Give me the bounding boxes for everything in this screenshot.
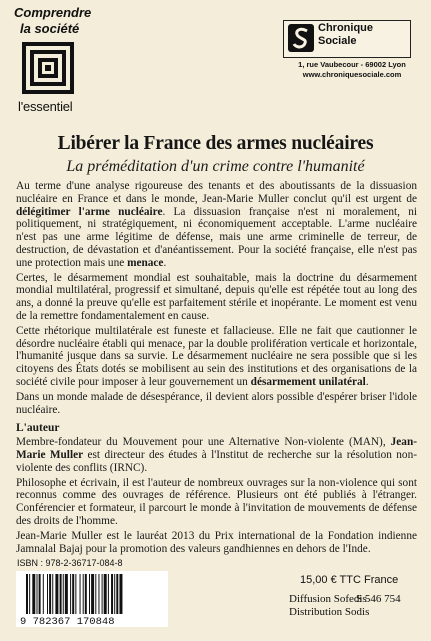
summary-paragraph-2: Certes, le désarmement mondial est souhaitable, mais la doctrine du désarmement mondial multilatéral, progressif et simultané, depuis qu'elle est répétée tout au long des ans, a donné la preuve qu'elle est parfaitement stérile et inopérante. Le moment est venu de la remettre fondamentalement en cause. — [16, 271, 417, 322]
barcode-bar — [114, 574, 115, 614]
barcode-bar — [49, 574, 51, 614]
barcode-bar — [98, 574, 99, 614]
barcode — [16, 571, 168, 627]
barcode-bar — [63, 574, 64, 614]
series-title: Comprendre la société — [14, 5, 92, 36]
summary-paragraph-1: Au terme d'une analyse rigoureuse des tenants et des aboutissants de la dissuasion nucléaire en France et dans le monde, Jean-Marie Muller conclut qu'il est urgent de délégitimer l'arme nucléaire. La dissuasion française n'est ni moralement, ni politiquement, ni stratégiquement, ni économiquement acceptable. L'arme nucléaire n'est pas une arme légitime de défense, mais une arme criminelle de terreur, de destruction, de dévastation et d'anéantissement. Pour la société française, elle n'est pas une protection mais une menace. — [16, 180, 417, 269]
publisher-address: 1, rue Vaubecour - 69002 Lyon www.chroniquesociale.com — [298, 60, 406, 79]
series-logo-icon — [22, 42, 74, 94]
barcode-bar — [52, 574, 53, 614]
isbn-label: ISBN : 978-2-36717-084-8 — [17, 558, 123, 568]
barcode-bar — [119, 574, 122, 614]
barcode-bar — [85, 574, 87, 614]
barcode-bar — [108, 574, 109, 614]
barcode-bar — [104, 574, 107, 614]
barcode-bar — [26, 574, 28, 614]
book-title: Libérer la France des armes nucléaires — [57, 133, 374, 154]
back-cover-text — [16, 180, 417, 557]
author-paragraph-2: Philosophe et écrivain, il est l'auteur de nombreux ouvrages sur la non-violence qui sont reconnus comme des ouvrages de référence. Plusieurs ont été publiés à l'étranger. Conférencier et formateur, il parcourt le monde à l'invitation de mouvements de défense des droits de l'homme. — [16, 476, 417, 527]
barcode-bar — [39, 574, 41, 614]
price: 15,00 € TTC France — [300, 574, 399, 586]
author-paragraph-3: Jean-Marie Muller est le lauréat 2013 du Prix international de la Fondation indienne Jamnalal Bajaj pour la promotion des valeurs gandhiennes en dehors de l'Inde. — [16, 529, 417, 555]
book-subtitle: La préméditation d'un crime contre l'humanité — [66, 158, 365, 175]
series-subtitle: l'essentiel — [18, 99, 73, 114]
barcode-bar — [83, 574, 84, 614]
barcode-bar — [116, 574, 118, 614]
barcode-bar — [75, 574, 76, 614]
barcode-digits: 9 782367 170848 — [20, 616, 115, 627]
barcode-bar — [72, 574, 74, 614]
summary-paragraph-3: Cette rhétorique multilatérale est funeste et fallacieuse. Elle ne fait que cautionner le désordre nucléaire établi qui menace, par la double prolifération verticale et horizontale, l'humanité jusque dans sa survie. Le désarmement nucléaire ne sera possible que si les citoyens des États dotés se mobilisent au sein des institutions et des organisations de la société civile pour imposer à leur gouvernement un désarmement unilatéral. — [16, 324, 417, 388]
barcode-bar — [102, 574, 103, 614]
barcode-bar — [111, 574, 113, 614]
barcode-bar — [43, 574, 44, 614]
publisher-name: Chronique Sociale — [318, 22, 373, 47]
barcode-bar — [29, 574, 30, 614]
distribution-info: Diffusion Sofedis Distribution Sodis — [289, 593, 370, 618]
barcode-bar — [91, 574, 94, 614]
barcode-bar — [37, 574, 38, 614]
barcode-bar — [95, 574, 96, 614]
barcode-bar — [65, 574, 68, 614]
publisher-logo-icon — [288, 24, 314, 52]
barcode-bar — [32, 574, 35, 614]
barcode-bar — [55, 574, 58, 614]
barcode-bar — [47, 574, 48, 614]
author-paragraph-1: Membre-fondateur du Mouvement pour une Alternative Non-violente (MAN), Jean-Marie Muller est directeur des études à l'Institut de recherche sur la résolution non-violente des conflits (IRNC). — [16, 436, 417, 474]
author-heading: L'auteur — [16, 422, 60, 435]
summary-paragraph-4: Dans un monde malade de désespérance, il devient alors possible d'espérer briser l'idole nucléaire. — [16, 390, 417, 416]
barcode-bar — [60, 574, 62, 614]
barcode-bar — [80, 574, 81, 614]
product-code: S 546 754 — [356, 593, 401, 605]
barcode-bar — [70, 574, 71, 614]
barcode-bar — [89, 574, 90, 614]
